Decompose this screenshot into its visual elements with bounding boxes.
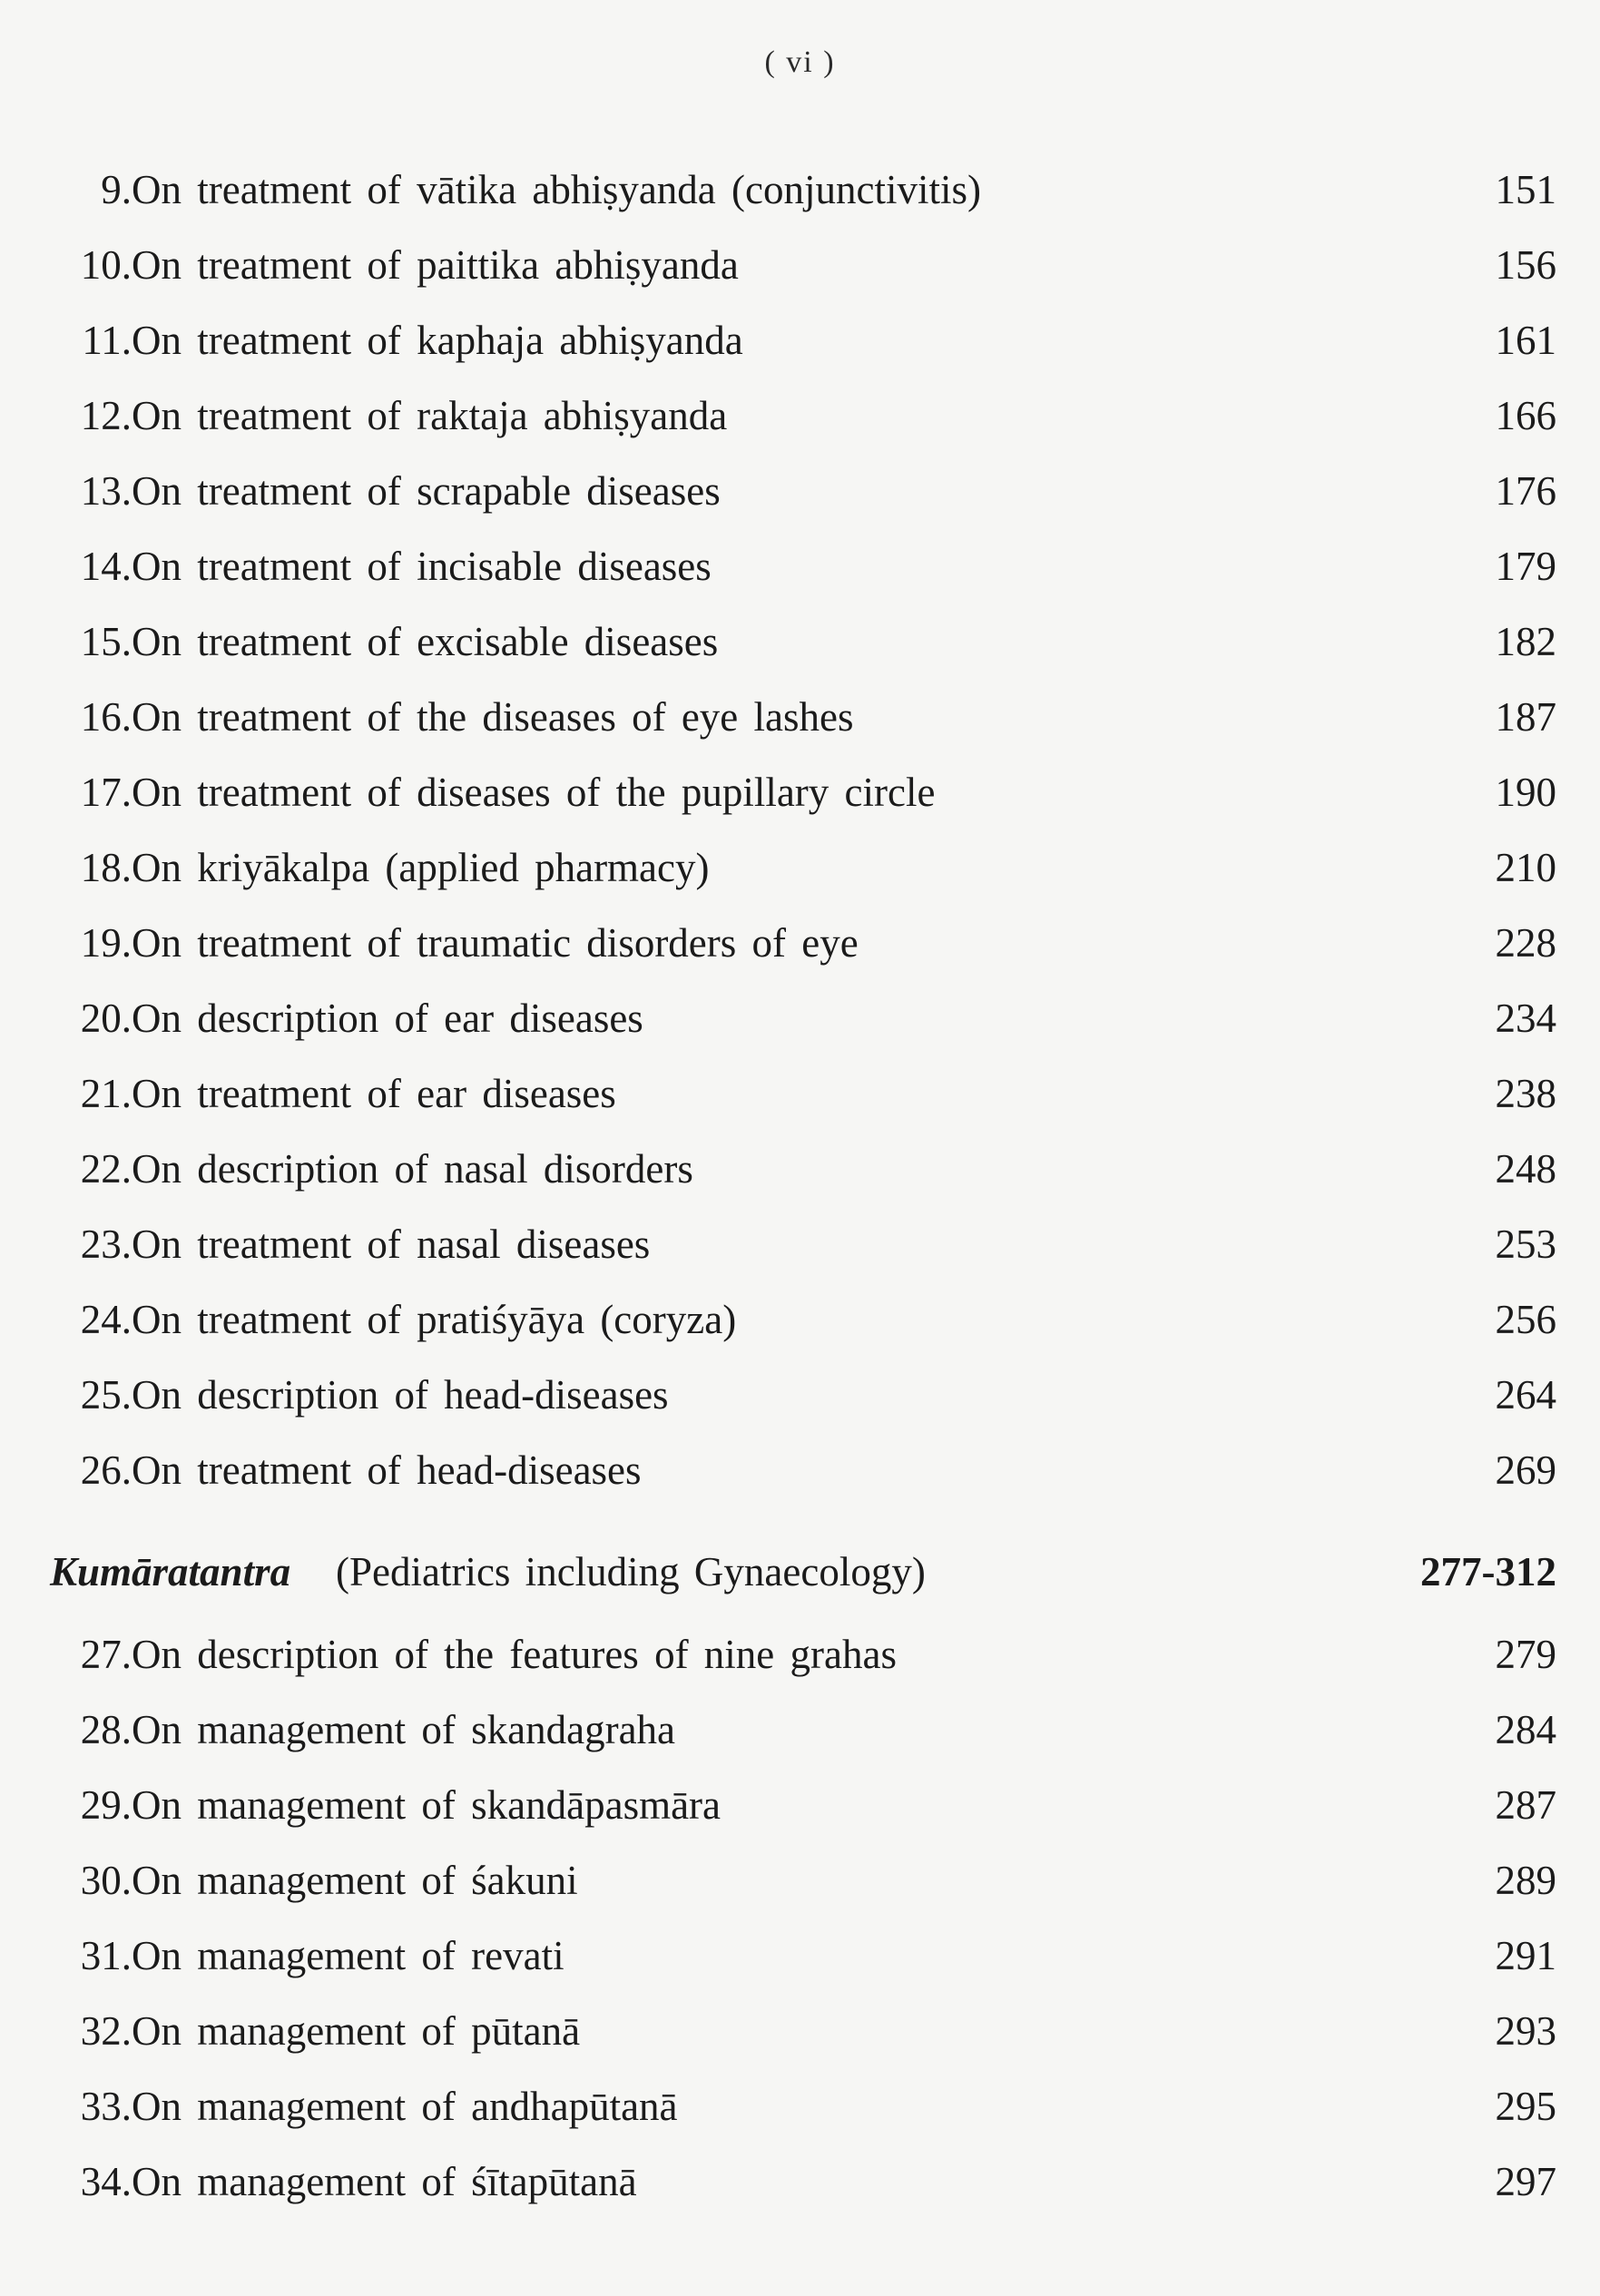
toc-entry-page: 176 — [1495, 468, 1556, 514]
toc-entry — [50, 1843, 1556, 1918]
toc-entry — [50, 454, 1556, 529]
toc-entry-number: 27. — [80, 1632, 132, 1677]
toc-entry-page: 291 — [1495, 1933, 1556, 1978]
toc-entry-number: 22. — [80, 1146, 132, 1192]
toc-entry-page: 256 — [1495, 1297, 1556, 1342]
toc-entry-page: 190 — [1495, 770, 1556, 815]
toc-entry — [50, 1693, 1556, 1768]
toc-entry-number: 15. — [80, 619, 132, 664]
toc-group-eye-ent — [50, 152, 1556, 1508]
toc-entry-title: On description of head-diseases — [132, 1372, 669, 1418]
section-page-range: 277-312 — [1420, 1549, 1556, 1594]
table-of-contents — [50, 152, 1556, 2220]
toc-entry-page: 253 — [1495, 1222, 1556, 1267]
toc-entry-title: On management of andhapūtanā — [132, 2084, 678, 2129]
toc-entry-number: 14. — [80, 544, 132, 589]
toc-entry — [50, 1994, 1556, 2069]
toc-entry-page: 151 — [1495, 167, 1556, 212]
toc-entry — [50, 1617, 1556, 1693]
toc-entry-number: 19. — [80, 920, 132, 966]
toc-entry — [50, 1358, 1556, 1433]
toc-entry-page: 295 — [1495, 2084, 1556, 2129]
toc-entry — [50, 981, 1556, 1056]
toc-entry-page: 187 — [1495, 694, 1556, 740]
toc-entry-title: On management of revati — [132, 1933, 564, 1978]
toc-entry-number: 16. — [80, 694, 132, 740]
toc-entry — [50, 1132, 1556, 1207]
toc-entry — [50, 906, 1556, 981]
toc-entry-title: On treatment of paittika abhiṣyanda — [132, 242, 739, 288]
toc-entry-number: 21. — [80, 1071, 132, 1116]
toc-entry-page: 293 — [1495, 2008, 1556, 2054]
toc-entry-title: On kriyākalpa (applied pharmacy) — [132, 845, 710, 890]
toc-entry-title: On description of nasal disorders — [132, 1146, 693, 1192]
toc-entry-title: On treatment of incisable diseases — [132, 544, 712, 589]
toc-entry-number: 18. — [80, 845, 132, 890]
toc-entry-number: 23. — [80, 1222, 132, 1267]
toc-entry — [50, 1433, 1556, 1508]
toc-entry — [50, 1056, 1556, 1132]
toc-entry-number: 12. — [80, 393, 132, 438]
toc-entry-number: 28. — [80, 1707, 132, 1752]
toc-entry-title: On management of śakuni — [132, 1858, 578, 1903]
toc-entry-page: 248 — [1495, 1146, 1556, 1192]
toc-entry — [50, 1768, 1556, 1843]
toc-entry-number: 25. — [80, 1372, 132, 1418]
toc-entry-page: 269 — [1495, 1447, 1556, 1493]
toc-entry-title: On treatment of vātika abhiṣyanda (conjunctivitis) — [132, 167, 981, 212]
toc-entry-page: 287 — [1495, 1782, 1556, 1828]
toc-entry-page: 238 — [1495, 1071, 1556, 1116]
toc-entry — [50, 303, 1556, 378]
section-description: (Pediatrics including Gynaecology) — [336, 1549, 926, 1594]
toc-entry-page: 228 — [1495, 920, 1556, 966]
section-name: Kumāratantra — [50, 1549, 291, 1594]
toc-entry-page: 264 — [1495, 1372, 1556, 1418]
toc-group-kumaratantra — [50, 1617, 1556, 2220]
toc-entry-title: On treatment of ear diseases — [132, 1071, 616, 1116]
toc-entry-title: On treatment of nasal diseases — [132, 1222, 651, 1267]
toc-entry-page: 279 — [1495, 1632, 1556, 1677]
toc-entry — [50, 680, 1556, 755]
toc-entry-number: 17. — [80, 770, 132, 815]
toc-entry-page: 289 — [1495, 1858, 1556, 1903]
toc-entry-page: 182 — [1495, 619, 1556, 664]
toc-entry-title: On management of skandāpasmāra — [132, 1782, 721, 1828]
toc-entry-number: 33. — [80, 2084, 132, 2129]
toc-entry-number: 32. — [80, 2008, 132, 2054]
toc-entry — [50, 2069, 1556, 2144]
toc-entry — [50, 604, 1556, 680]
toc-entry-title: On treatment of kaphaja abhiṣyanda — [132, 318, 743, 363]
toc-entry-number: 20. — [80, 996, 132, 1041]
toc-entry-number: 31. — [80, 1933, 132, 1978]
toc-entry-page: 297 — [1495, 2159, 1556, 2204]
toc-entry-title: On description of the features of nine grahas — [132, 1632, 897, 1677]
toc-entry-number: 9. — [101, 167, 132, 212]
toc-entry-title: On treatment of the diseases of eye lashes — [132, 694, 854, 740]
toc-entry-title: On treatment of pratiśyāya (coryza) — [132, 1297, 737, 1342]
toc-entry-title: On treatment of raktaja abhiṣyanda — [132, 393, 728, 438]
section-heading — [50, 1526, 1556, 1617]
toc-entry-page: 166 — [1495, 393, 1556, 438]
toc-entry-title: On treatment of traumatic disorders of eye — [132, 920, 859, 966]
toc-entry-page: 179 — [1495, 544, 1556, 589]
toc-entry — [50, 378, 1556, 454]
toc-entry-title: On treatment of head-diseases — [132, 1447, 642, 1493]
page-number: ( vi ) — [764, 45, 836, 79]
toc-entry — [50, 1282, 1556, 1358]
toc-entry-title: On treatment of excisable diseases — [132, 619, 719, 664]
toc-entry-number: 11. — [82, 318, 132, 363]
toc-entry-title: On management of śītapūtanā — [132, 2159, 637, 2204]
toc-entry-title: On treatment of diseases of the pupillary circle — [132, 770, 936, 815]
toc-entry — [50, 830, 1556, 906]
toc-entry — [50, 529, 1556, 604]
toc-entry — [50, 755, 1556, 830]
toc-entry — [50, 228, 1556, 303]
toc-entry-number: 24. — [80, 1297, 132, 1342]
toc-entry-number: 10. — [80, 242, 132, 288]
toc-entry-title: On description of ear diseases — [132, 996, 643, 1041]
toc-entry-number: 26. — [80, 1447, 132, 1493]
toc-entry-title: On management of pūtanā — [132, 2008, 581, 2054]
toc-entry-page: 234 — [1495, 996, 1556, 1041]
toc-entry-title: On management of skandagraha — [132, 1707, 676, 1752]
toc-entry-page: 156 — [1495, 242, 1556, 288]
toc-entry-page: 284 — [1495, 1707, 1556, 1752]
toc-entry-page: 210 — [1495, 845, 1556, 890]
toc-entry — [50, 1918, 1556, 1994]
toc-entry — [50, 2144, 1556, 2220]
toc-entry-number: 29. — [80, 1782, 132, 1828]
toc-entry-number: 34. — [80, 2159, 132, 2204]
toc-entry — [50, 1207, 1556, 1282]
toc-entry-page: 161 — [1495, 318, 1556, 363]
toc-entry-title: On treatment of scrapable diseases — [132, 468, 721, 514]
toc-entry — [50, 152, 1556, 228]
toc-entry-number: 30. — [80, 1858, 132, 1903]
toc-entry-number: 13. — [80, 468, 132, 514]
